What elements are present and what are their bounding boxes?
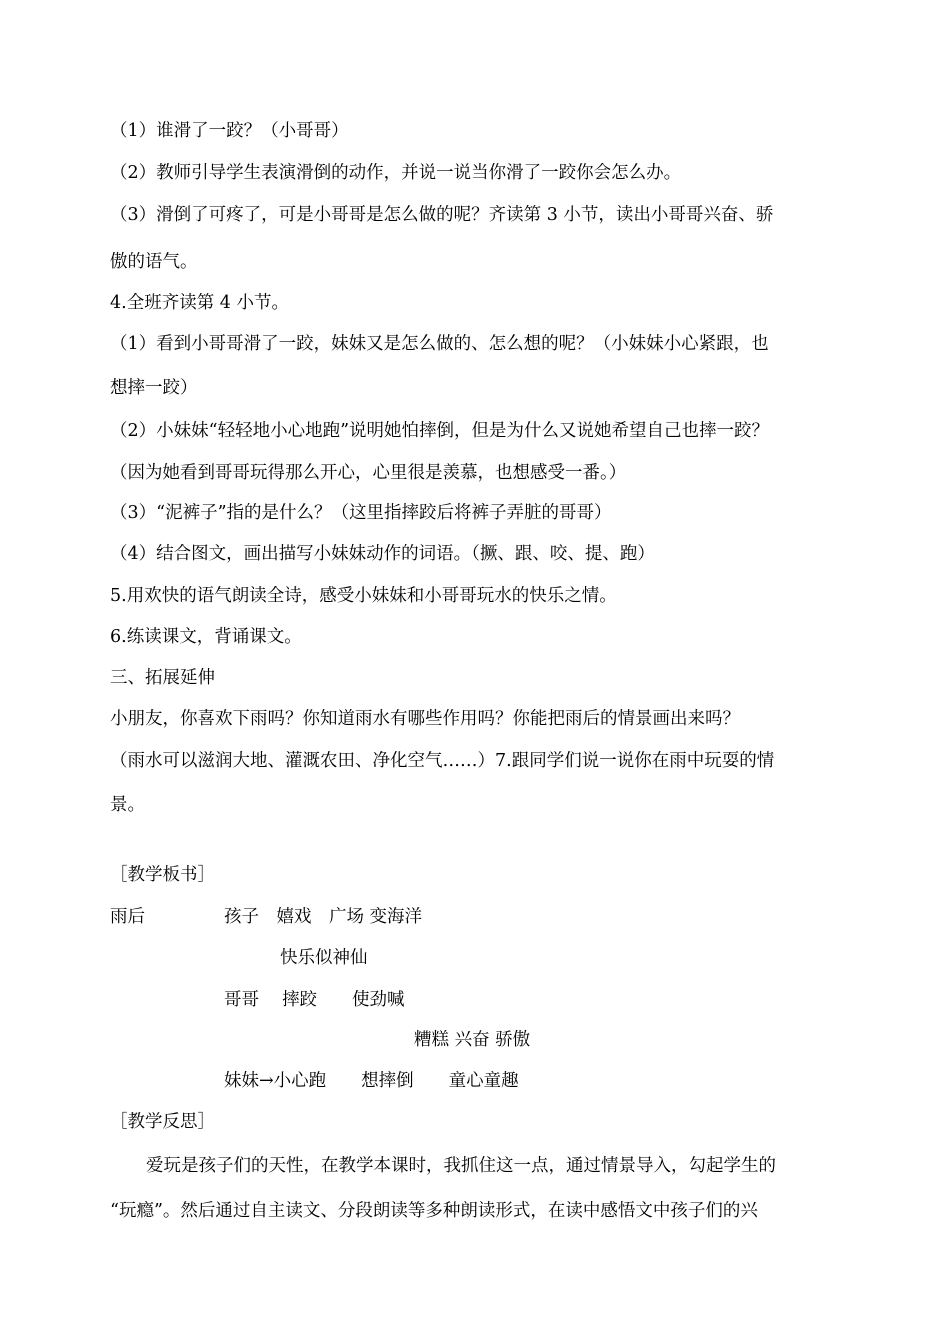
text-line: （雨水可以滋润大地、灌溉农田、净化空气……）7.跟同学们说一说你在雨中玩耍的情 (110, 751, 775, 771)
text-line: 6.练读课文，背诵课文。 (110, 627, 302, 647)
reflection-heading: ［教学反思］ (110, 1112, 215, 1132)
text-line: 景。 (110, 795, 145, 815)
text-line: （3）“泥裤子”指的是什么？（这里指摔跤后将裤子弄脏的哥哥） (110, 503, 612, 523)
text-line: （4）结合图文，画出描写小妹妹动作的词语。（撅、跟、咬、提、跑） (110, 544, 655, 564)
board-row: 孩子 嬉戏 广场 变海洋 (224, 907, 423, 927)
board-row: 快乐似神仙 (280, 948, 368, 968)
text-line: 小朋友，你喜欢下雨吗？你知道雨水有哪些作用吗？你能把雨后的情景画出来吗？ (110, 709, 740, 729)
board-heading: ［教学板书］ (110, 865, 215, 885)
text-line: （1）谁滑了一跤？（小哥哥） (110, 121, 349, 141)
text-line: “玩瘾”。然后通过自主读文、分段朗读等多种朗读形式，在读中感悟文中孩子们的兴 (110, 1201, 758, 1221)
board-row: 糟糕 兴奋 骄傲 (414, 1030, 531, 1050)
board-title: 雨后 (110, 907, 145, 927)
text-line: （2）教师引导学生表演滑倒的动作，并说一说当你滑了一跤你会怎么办。 (110, 163, 682, 183)
text-line: （因为她看到哥哥玩得那么开心，心里很是羡慕，也想感受一番。） (110, 463, 627, 483)
board-row: 妹妹→小心跑 想摔倒 童心童趣 (224, 1071, 519, 1091)
text-line: 5.用欢快的语气朗读全诗，感受小妹妹和小哥哥玩水的快乐之情。 (110, 586, 617, 606)
text-line: （3）滑倒了可疼了，可是小哥哥是怎么做的呢？齐读第 3 小节，读出小哥哥兴奋、骄 (110, 205, 774, 225)
text-line: （1）看到小哥哥滑了一跤，妹妹又是怎么做的、怎么想的呢？（小妹妹小心紧跟，也 (110, 334, 769, 354)
text-line: 想摔一跤） (110, 378, 198, 398)
text-line: 爱玩是孩子们的天性，在教学本课时，我抓住这一点，通过情景导入，勾起学生的 (146, 1156, 776, 1176)
text-line: 4.全班齐读第 4 小节。 (110, 293, 289, 313)
text-line: （2）小妹妹“轻轻地小心地跑”说明她怕摔倒，但是为什么又说她希望自己也摔一跤？ (110, 421, 770, 441)
section-heading: 三、拓展延伸 (110, 668, 215, 688)
text-line: 傲的语气。 (110, 252, 198, 272)
board-row: 哥哥 摔跤 使劲喊 (224, 990, 405, 1010)
